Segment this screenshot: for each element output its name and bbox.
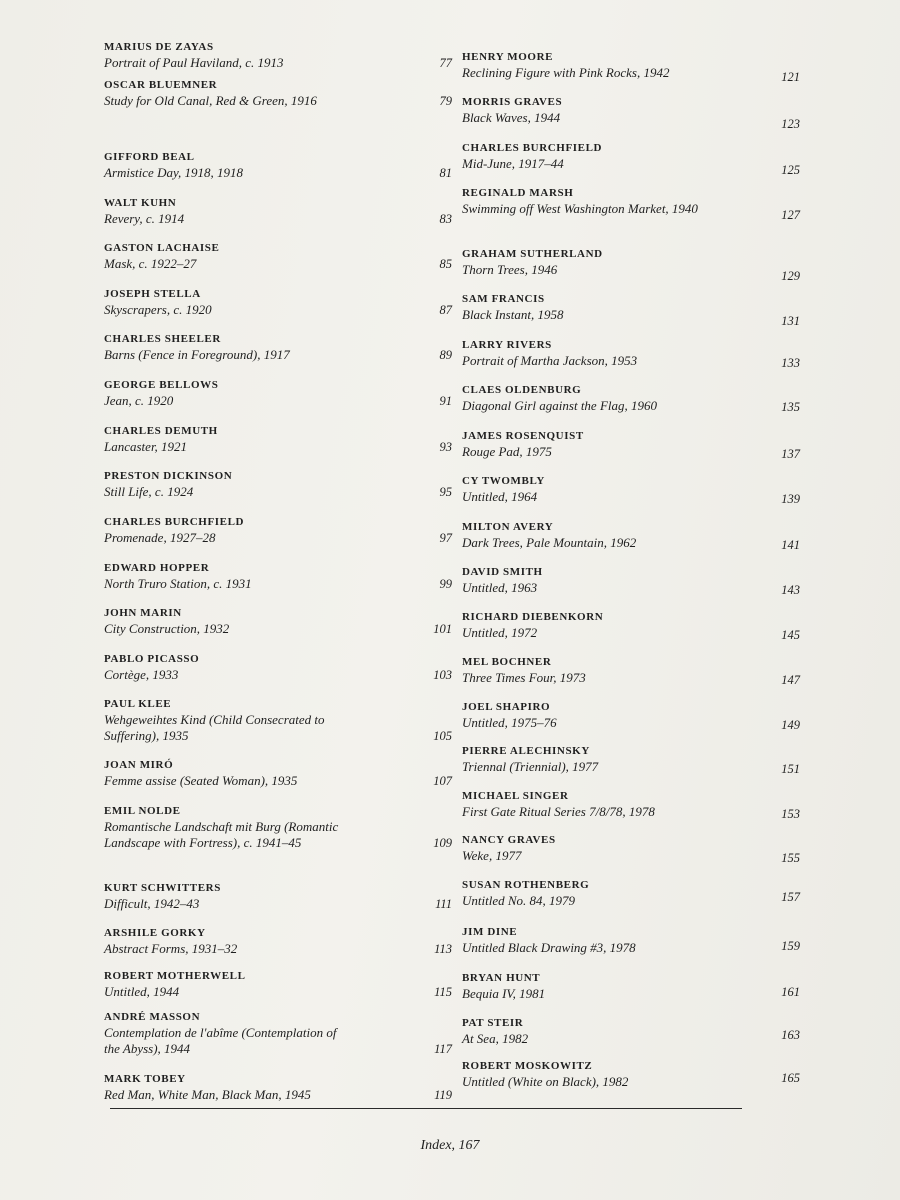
work-title: Three Times Four, 1973	[462, 670, 586, 685]
list-item	[104, 1010, 452, 1057]
artist-name: MICHAEL SINGER	[462, 790, 569, 802]
page-number: 159	[781, 939, 800, 953]
page-number: 163	[781, 1028, 800, 1042]
artist-name: DAVID SMITH	[462, 566, 543, 578]
page-number: 79	[439, 94, 452, 108]
footer-divider	[110, 1108, 742, 1109]
page-number: 81	[439, 166, 452, 180]
list-item	[104, 606, 452, 637]
page-number: 157	[781, 890, 800, 904]
artist-name: HENRY MOORE	[462, 51, 554, 63]
artist-name: MILTON AVERY	[462, 521, 554, 533]
work-title: Untitled, 1963	[462, 580, 538, 595]
artist-name: RICHARD DIEBENKORN	[462, 611, 604, 623]
page-number: 83	[439, 212, 452, 226]
work-title: Dark Trees, Pale Mountain, 1962	[462, 535, 637, 550]
list-item	[104, 287, 452, 318]
work-title: Untitled, 1972	[462, 625, 538, 640]
artist-name: ROBERT MOTHERWELL	[104, 970, 246, 982]
page-number: 91	[439, 394, 452, 408]
page-number: 129	[781, 269, 800, 283]
list-item	[462, 338, 800, 369]
list-item	[104, 804, 452, 851]
work-title: Study for Old Canal, Red & Green, 1916	[104, 93, 317, 108]
artist-name: SAM FRANCIS	[462, 293, 545, 305]
page-number: 147	[781, 673, 800, 687]
work-title: Revery, c. 1914	[104, 211, 185, 226]
list-item	[104, 561, 452, 592]
work-title: Romantische Landschaft mit Burg (Romantic Landscape with Fortress), c. 1941–45	[104, 819, 339, 850]
list-item	[104, 378, 452, 409]
list-item	[462, 520, 800, 551]
work-title: Femme assise (Seated Woman), 1935	[104, 773, 298, 788]
list-item	[462, 610, 800, 641]
artist-name: CHARLES DEMUTH	[104, 425, 218, 437]
work-title: Untitled No. 84, 1979	[462, 893, 576, 908]
list-item	[104, 515, 452, 546]
page-number: 165	[781, 1071, 800, 1085]
list-item	[104, 78, 452, 109]
artist-name: JOAN MIRÓ	[104, 759, 174, 771]
list-item	[462, 700, 800, 731]
list-item	[462, 565, 800, 596]
page-number: 105	[433, 729, 452, 743]
work-title: Portrait of Martha Jackson, 1953	[462, 353, 638, 368]
work-title: Abstract Forms, 1931–32	[104, 941, 238, 956]
list-item	[104, 969, 452, 1000]
artist-name: NANCY GRAVES	[462, 834, 556, 846]
work-title: City Construction, 1932	[104, 621, 230, 636]
page-number: 123	[781, 117, 800, 131]
list-item	[462, 925, 800, 956]
artist-name: CLAES OLDENBURG	[462, 384, 582, 396]
page-number: 143	[781, 583, 800, 597]
list-item	[104, 150, 452, 181]
work-title: Red Man, White Man, Black Man, 1945	[104, 1087, 311, 1102]
list-item	[104, 40, 452, 71]
page-number: 113	[434, 942, 452, 956]
artist-name: PABLO PICASSO	[104, 653, 200, 665]
list-item	[462, 292, 800, 328]
work-title: Untitled (White on Black), 1982	[462, 1074, 629, 1089]
artist-name: GASTON LACHAISE	[104, 242, 220, 254]
work-title: At Sea, 1982	[462, 1031, 529, 1046]
list-item	[104, 469, 452, 500]
work-title: Jean, c. 1920	[104, 393, 174, 408]
list-item	[462, 95, 800, 131]
artist-name: PAUL KLEE	[104, 698, 172, 710]
work-title: Untitled, 1944	[104, 984, 180, 999]
work-title: Weke, 1977	[462, 848, 522, 863]
work-title: North Truro Station, c. 1931	[104, 576, 252, 591]
page-number: 137	[781, 447, 800, 461]
work-title: Untitled, 1964	[462, 489, 538, 504]
list-item	[462, 1016, 800, 1047]
list-item	[462, 655, 800, 686]
artist-name: JOSEPH STELLA	[104, 288, 201, 300]
artist-name: JOEL SHAPIRO	[462, 701, 551, 713]
page-number: 145	[781, 628, 800, 642]
work-title: Mid-June, 1917–44	[462, 156, 564, 171]
page-footer: Index, 167	[420, 1138, 480, 1153]
page-number: 109	[433, 836, 452, 850]
page-number: 103	[433, 668, 452, 682]
artist-name: ANDRÉ MASSON	[104, 1011, 201, 1023]
work-title: Bequia IV, 1981	[462, 986, 546, 1001]
artist-name: OSCAR BLUEMNER	[104, 79, 218, 91]
list-item	[104, 697, 452, 744]
artist-name: KURT SCHWITTERS	[104, 882, 221, 894]
work-title: Difficult, 1942–43	[104, 896, 200, 911]
list-item	[104, 1072, 452, 1103]
page-number: 121	[781, 70, 800, 84]
work-title: Black Waves, 1944	[462, 110, 561, 125]
work-title: Diagonal Girl against the Flag, 1960	[462, 398, 657, 413]
work-title: Mask, c. 1922–27	[104, 256, 197, 271]
work-title: Thorn Trees, 1946	[462, 262, 558, 277]
page-number: 135	[781, 400, 800, 414]
work-title: Triennal (Triennial), 1977	[462, 759, 599, 774]
list-item	[462, 789, 800, 820]
page-number: 97	[439, 531, 452, 545]
work-title: Rouge Pad, 1975	[462, 444, 552, 459]
work-title: Promenade, 1927–28	[104, 530, 216, 545]
list-item	[104, 332, 452, 363]
artist-name: GRAHAM SUTHERLAND	[462, 248, 603, 260]
page-number: 101	[433, 622, 452, 636]
list-item	[104, 652, 452, 683]
artist-name: PAT STEIR	[462, 1017, 524, 1029]
page-number: 115	[434, 985, 452, 999]
artist-name: MARIUS DE ZAYAS	[104, 41, 214, 53]
work-title: Untitled Black Drawing #3, 1978	[462, 940, 636, 955]
work-title: Contemplation de l'abîme (Contemplation of the Abyss), 1944	[104, 1025, 337, 1056]
page-number: 141	[781, 538, 800, 552]
list-item	[462, 186, 800, 222]
page-number: 155	[781, 851, 800, 865]
list-item	[104, 241, 452, 272]
page-number: 87	[439, 303, 452, 317]
artist-name: REGINALD MARSH	[462, 187, 574, 199]
artist-name: SUSAN ROTHENBERG	[462, 879, 590, 891]
page-number: 85	[439, 257, 452, 271]
list-item	[462, 50, 800, 84]
page-number: 139	[781, 492, 800, 506]
work-title: Black Instant, 1958	[462, 307, 564, 322]
list-item	[462, 383, 800, 414]
list-item	[104, 926, 452, 957]
artist-name: GEORGE BELLOWS	[104, 379, 219, 391]
artist-name: ROBERT MOSKOWITZ	[462, 1060, 593, 1072]
artist-name: CY TWOMBLY	[462, 475, 545, 487]
list-item	[104, 881, 452, 912]
work-title: Untitled, 1975–76	[462, 715, 557, 730]
page-number: 161	[781, 985, 800, 999]
work-title: Reclining Figure with Pink Rocks, 1942	[462, 65, 670, 80]
list-item	[462, 971, 800, 1002]
work-title: Lancaster, 1921	[104, 439, 188, 454]
artist-name: ARSHILE GORKY	[104, 927, 206, 939]
page-number: 77	[439, 56, 452, 70]
list-item	[462, 474, 800, 505]
artist-name: MORRIS GRAVES	[462, 96, 563, 108]
artist-name: WALT KUHN	[104, 197, 177, 209]
artist-name: MARK TOBEY	[104, 1073, 186, 1085]
artist-name: PRESTON DICKINSON	[104, 470, 233, 482]
page-number: 117	[434, 1042, 452, 1056]
artist-name: MEL BOCHNER	[462, 656, 552, 668]
work-title: Wehgeweihtes Kind (Child Consecrated to Suffering), 1935	[104, 712, 325, 743]
artist-name: CHARLES BURCHFIELD	[104, 516, 245, 528]
work-title: Still Life, c. 1924	[104, 484, 194, 499]
page-number: 133	[781, 356, 800, 370]
page-number: 153	[781, 807, 800, 821]
work-title: Armistice Day, 1918, 1918	[104, 165, 244, 180]
work-title: First Gate Ritual Series 7/8/78, 1978	[462, 804, 655, 819]
list-item	[462, 744, 800, 775]
list-item	[462, 1059, 800, 1090]
list-item	[462, 141, 800, 177]
artist-name: JOHN MARIN	[104, 607, 182, 619]
list-item	[462, 247, 800, 283]
page-number: 111	[435, 897, 452, 911]
page-number: 93	[439, 440, 452, 454]
page-number: 89	[439, 348, 452, 362]
list-item	[104, 758, 452, 789]
artist-name: JAMES ROSENQUIST	[462, 430, 584, 442]
work-title: Barns (Fence in Foreground), 1917	[104, 347, 290, 362]
page-number: 151	[781, 762, 800, 776]
artist-name: LARRY RIVERS	[462, 339, 552, 351]
work-title: Skyscrapers, c. 1920	[104, 302, 212, 317]
work-title: Swimming off West Washington Market, 1940	[462, 201, 698, 216]
list-item	[462, 878, 800, 909]
page-number: 119	[434, 1088, 452, 1102]
artist-name: EMIL NOLDE	[104, 805, 181, 817]
page-number: 107	[433, 774, 452, 788]
work-title: Portrait of Paul Haviland, c. 1913	[104, 55, 284, 70]
artist-name: EDWARD HOPPER	[104, 562, 210, 574]
artist-name: GIFFORD BEAL	[104, 151, 195, 163]
list-item	[104, 424, 452, 455]
work-title: Cortège, 1933	[104, 667, 179, 682]
artist-name: CHARLES BURCHFIELD	[462, 142, 603, 154]
page-number: 127	[781, 208, 800, 222]
page-number: 95	[439, 485, 452, 499]
list-item	[104, 196, 452, 227]
artist-name: CHARLES SHEELER	[104, 333, 221, 345]
list-item	[462, 429, 800, 460]
page-number: 149	[781, 718, 800, 732]
artist-name: PIERRE ALECHINSKY	[462, 745, 590, 757]
list-item	[462, 833, 800, 864]
artist-name: BRYAN HUNT	[462, 972, 541, 984]
page-number: 125	[781, 163, 800, 177]
page-number: 131	[781, 314, 800, 328]
page-number: 99	[439, 577, 452, 591]
artist-name: JIM DINE	[462, 926, 518, 938]
